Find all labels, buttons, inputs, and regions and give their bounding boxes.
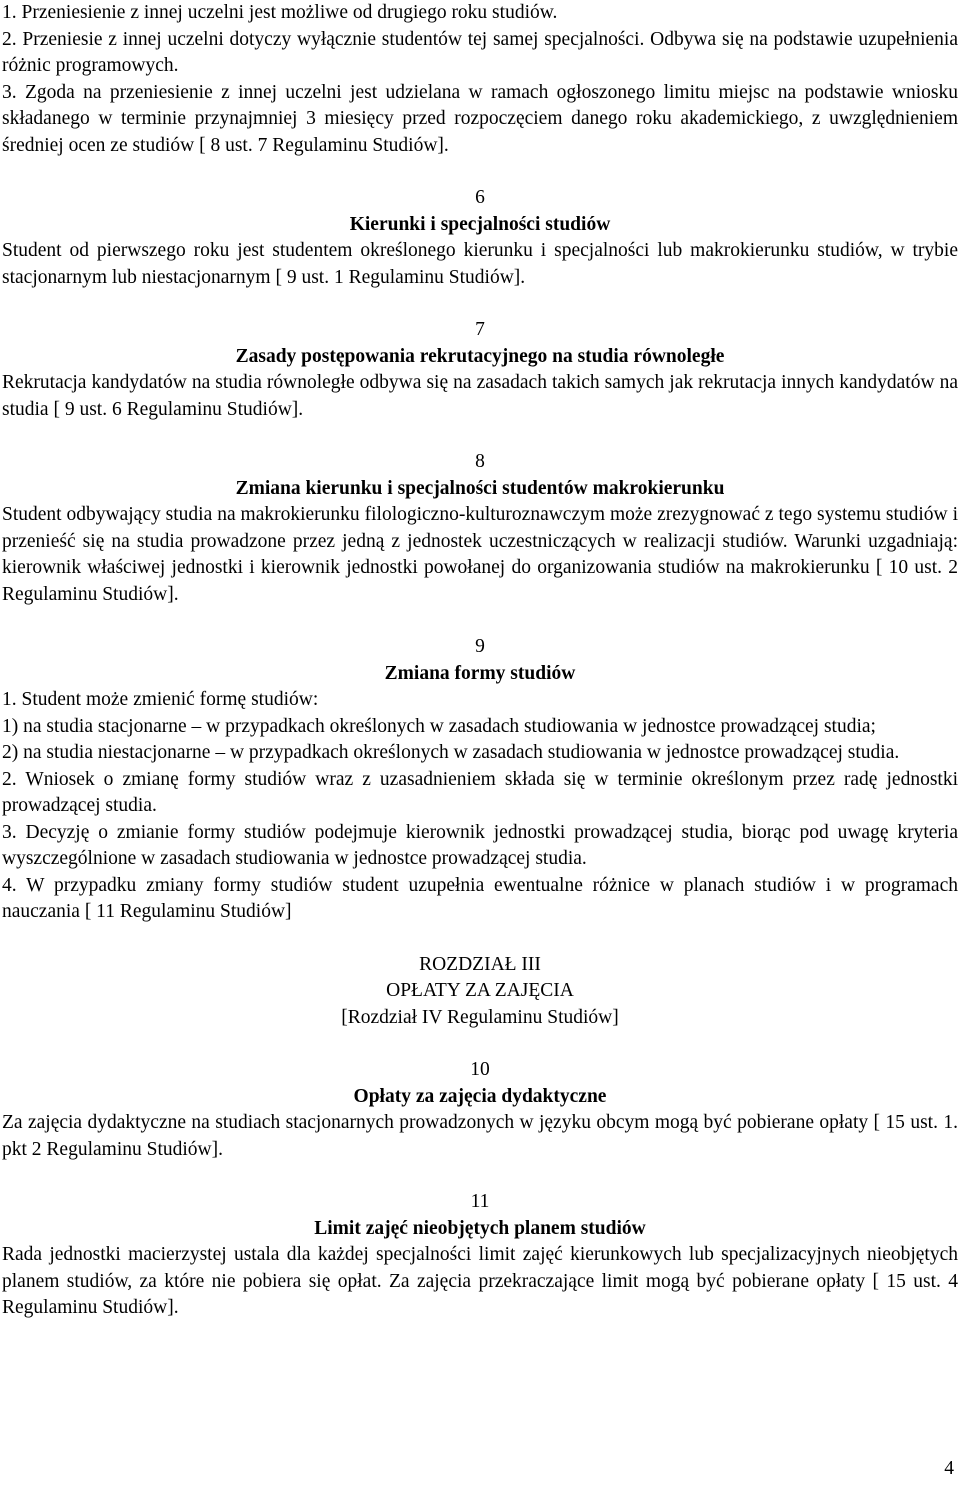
section-8-title: Zmiana kierunku i specjalności studentów makrokierunku <box>235 477 725 499</box>
section-10-number: 10 <box>470 1059 490 1080</box>
section-10-body: Za zajęcia dydaktyczne na studiach stacjonarnych prowadzonych w języku obcym mogą być pobierane opłaty [ 15 ust. 1. pkt 2 Regulaminu Studiów]. <box>2 1112 958 1160</box>
section-9-item: 2. Wniosek o zmianę formy studiów wraz z uzasadnieniem składa się w terminie określonym przez radę jednostki prowadzącej studia. <box>2 768 958 816</box>
section-11-title: Limit zajęć nieobjętych planem studiów <box>314 1217 646 1239</box>
section-6-body: Student od pierwszego roku jest studentem określonego kierunku i specjalności lub makrokierunku studiów, w trybie stacjonarnym lub niestacjonarnym [ 9 ust. 1 Regulaminu Studiów]. <box>2 240 958 288</box>
document-page <box>2 0 958 1322</box>
section-9-item: 1) na studia stacjonarne – w przypadkach określonych w zasadach studiowania w jednostce prowadzącej studia; <box>2 715 876 737</box>
section-9-title: Zmiana formy studiów <box>384 662 576 684</box>
intro-item-2: 2. Przeniesie z innej uczelni dotyczy wyłącznie studentów tej samej specjalności. Odbywa się na podstawie uzupełnienia różnic programowych. <box>2 28 958 76</box>
section-7-body: Rekrutacja kandydatów na studia równoległe odbywa się na zasadach takich samych jak rekrutacja innych kandydatów na studia [ 9 ust. 6 Regulaminu Studiów]. <box>2 372 958 420</box>
intro-item-1: 1. Przeniesienie z innej uczelni jest możliwe od drugiego roku studiów. <box>2 2 558 23</box>
chapter-title: OPŁATY ZA ZAJĘCIA <box>386 980 574 1001</box>
page-number: 4 <box>944 1458 954 1479</box>
chapter-number: ROZDZIAŁ III <box>419 953 541 975</box>
section-9-item: 1. Student może zmienić formę studiów: <box>2 689 319 710</box>
chapter-reference: [Rozdział IV Regulaminu Studiów] <box>341 1006 619 1028</box>
section-9-number: 9 <box>475 636 485 657</box>
section-9-item: 4. W przypadku zmiany formy studiów student uzupełnia ewentualne różnice w planach studiów i w programach nauczania [ 11 Regulaminu Studiów] <box>2 874 958 922</box>
section-11-number: 11 <box>470 1191 490 1212</box>
section-6-title: Kierunki i specjalności studiów <box>349 213 611 235</box>
section-9-item: 3. Decyzję o zmianie formy studiów podejmuje kierownik jednostki prowadzącej studia, biorąc pod uwagę kryteria wyszczególnione w zasadach studiowania w jednostce prowadzącej studia. <box>2 821 958 869</box>
section-10-title: Opłaty za zajęcia dydaktyczne <box>353 1085 607 1107</box>
section-8-number: 8 <box>475 451 485 472</box>
section-8-body: Student odbywający studia na makrokierunku filologiczno-kulturoznawczym może zrezygnować z tego systemu studiów i przenieść się na studia prowadzone przez jedną z jednostek uczestniczących w realizacji studiów. Warunki uzgadniają: kierownik właściwej jednostki i kierownik jednostki powołanej do organizowania studiów na makrokierunku [ 10 ust. 2 Regulaminu Studiów]. <box>2 504 958 605</box>
section-11-body: Rada jednostki macierzystej ustala dla każdej specjalności limit zajęć kierunkowych lub specjalizacyjnych nieobjętych planem studiów, za które nie pobiera się opłat. Za zajęcia przekraczające limit mogą być pobierane opłaty [ 15 ust. 4 Regulaminu Studiów]. <box>2 1244 958 1318</box>
section-7-title: Zasady postępowania rekrutacyjnego na studia równoległe <box>235 345 725 367</box>
section-9-item: 2) na studia niestacjonarne – w przypadkach określonych w zasadach studiowania w jednostce prowadzącej studia. <box>2 742 900 763</box>
intro-item-3: 3. Zgoda na przeniesienie z innej uczelni jest udzielana w ramach ogłoszonego limitu miejsc na podstawie wniosku składanego w terminie przynajmniej 3 miesięcy przed rozpoczęciem danego roku akademickiego, z uwzględnieniem średniej ocen ze studiów [ 8 ust. 7 Regulaminu Studiów]. <box>2 81 958 156</box>
section-7-number: 7 <box>475 319 485 340</box>
section-6-number: 6 <box>475 187 485 208</box>
